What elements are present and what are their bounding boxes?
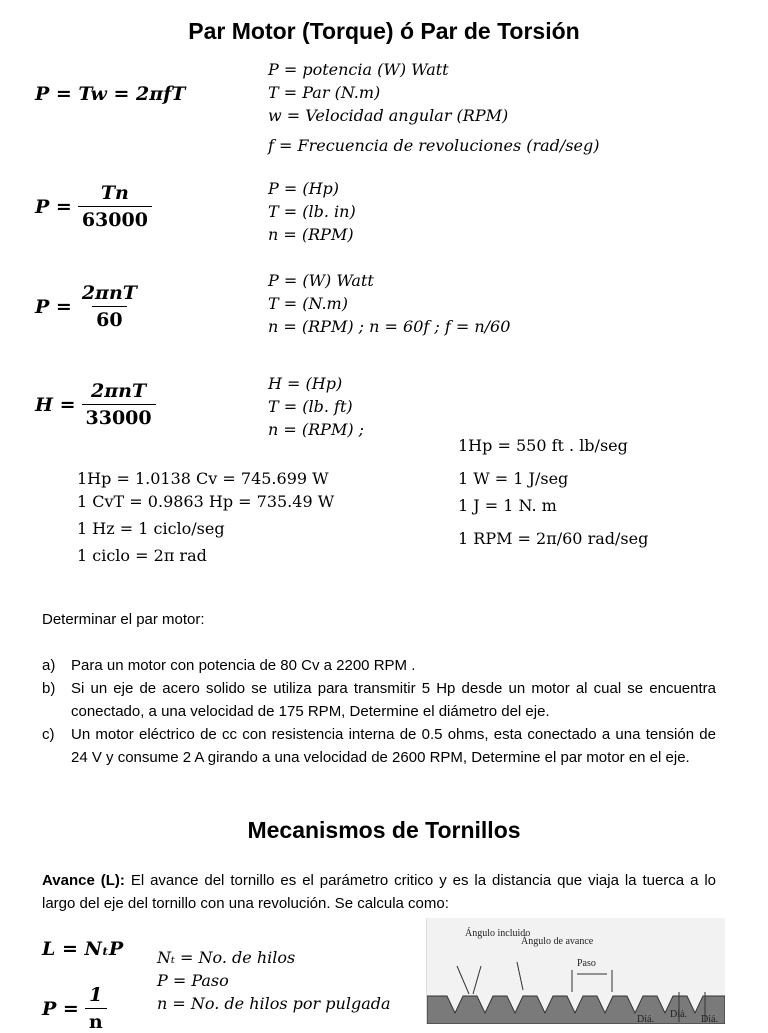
conversion-line: 1Hp = 1.0138 Cv = 745.699 W [77, 469, 329, 488]
unit-conversions-right [458, 434, 648, 550]
formula-lhs: P = [35, 295, 72, 318]
power-formula-3 [35, 282, 141, 331]
definition-line: w = Velocidad angular (RPM) [268, 106, 509, 125]
formula-lhs: H = [35, 393, 76, 416]
list-item-label: b) [42, 680, 56, 697]
fraction [78, 282, 141, 331]
power-formula-1: P = Tw = 2πfT [35, 83, 186, 105]
definition-line: n = No. de hilos por pulgada [157, 994, 391, 1013]
conversion-line: 1 RPM = 2π/60 rad/seg [458, 529, 649, 548]
definition-line: T = (lb. ft) [268, 397, 353, 416]
screw-thread-figure [426, 918, 725, 1024]
fraction-numerator: 2πnT [91, 380, 147, 402]
list-item [42, 654, 716, 677]
definition-line: f = Frecuencia de revoluciones (rad/seg) [268, 136, 600, 155]
pitch-formula [42, 984, 107, 1033]
power-formula-2 [35, 182, 152, 231]
problem-intro: Determinar el par motor: [42, 611, 205, 628]
fraction [85, 984, 107, 1033]
problem-list [42, 654, 716, 769]
screw-thread-diagram [427, 918, 725, 1024]
figure-label: Diá. [637, 1014, 654, 1024]
screw-definitions [157, 946, 391, 1015]
fraction-numerator: Tn [100, 182, 129, 204]
figure-label: Diá. [670, 1009, 687, 1020]
conversion-line: 1 J = 1 N. m [458, 496, 557, 515]
fraction-denominator: 33000 [82, 404, 156, 429]
formula-lhs: P = [42, 997, 79, 1020]
fraction-denominator: 63000 [78, 206, 152, 231]
term-label: Avance (L): [42, 872, 125, 889]
lead-formula: L = NₜP [42, 938, 124, 960]
definition-line: T = Par (N.m) [268, 83, 381, 102]
definition-line: P = potencia (W) Watt [268, 60, 449, 79]
fraction-numerator: 2πnT [81, 282, 137, 304]
fraction-denominator: 60 [92, 306, 126, 331]
power-formula-3-definitions [268, 269, 510, 338]
fraction [78, 182, 152, 231]
definition-line: Nₜ = No. de hilos [157, 948, 296, 967]
conversion-line: 1 ciclo = 2π rad [77, 546, 207, 565]
definition-line: T = (N.m) [268, 294, 348, 313]
list-item [42, 723, 716, 769]
conversion-line: 1Hp = 550 ft . lb/seg [458, 436, 628, 455]
conversion-line: 1 Hz = 1 ciclo/seg [77, 519, 225, 538]
figure-label: Paso [577, 958, 596, 969]
page-title: Par Motor (Torque) ó Par de Torsión [188, 18, 580, 44]
figure-label: Ángulo incluido [465, 928, 531, 939]
definition-line: P = Paso [157, 971, 229, 990]
list-item-text: Para un motor con potencia de 80 Cv a 2200 RPM . [71, 657, 416, 674]
definition-line: P = (W) Watt [268, 271, 374, 290]
fraction-numerator: 1 [89, 984, 103, 1006]
figure-label: Ángulo de avance [521, 936, 594, 947]
definition-line: T = (lb. in) [268, 202, 356, 221]
definition-line: H = (Hp) [268, 374, 343, 393]
figure-label: Diá. [701, 1014, 718, 1024]
definition-line: P = (Hp) [268, 179, 340, 198]
section-title: Mecanismos de Tornillos [247, 817, 521, 843]
conversion-line: 1 W = 1 J/seg [458, 469, 569, 488]
power-formula-1-definitions [268, 58, 599, 157]
definition-line: n = (RPM) ; [268, 420, 365, 439]
list-item-text: Un motor eléctrico de cc con resistencia interna de 0.5 ohms, esta conectado a una tensión de 24 V y consume 2 A girando a una velocidad de 2600 RPM, Determine el par motor en el eje. [71, 726, 716, 766]
horsepower-formula [35, 380, 156, 429]
power-formula-2-definitions [268, 177, 356, 246]
conversion-line: 1 CvT = 0.9863 Hp = 735.49 W [77, 492, 335, 511]
list-item-label: c) [42, 726, 55, 743]
avance-paragraph [42, 869, 716, 915]
fraction [82, 380, 156, 429]
list-item-label: a) [42, 657, 56, 674]
list-item-text: Si un eje de acero solido se utiliza para transmitir 5 Hp desde un motor al cual se encuentra conectado, a una velocidad de 175 RPM, Determine el diámetro del eje. [71, 680, 716, 720]
list-item [42, 677, 716, 723]
unit-conversions-left [77, 467, 334, 567]
fraction-denominator: n [85, 1008, 107, 1033]
horsepower-formula-definitions [268, 372, 364, 441]
definition-line: n = (RPM) ; n = 60f ; f = n/60 [268, 317, 511, 336]
paragraph-text: El avance del tornillo es el parámetro critico y es la distancia que viaja la tuerca a lo largo del eje del tornillo con una revolución. Se calcula como: [42, 872, 717, 912]
formula-lhs: P = [35, 195, 72, 218]
definition-line: n = (RPM) [268, 225, 354, 244]
